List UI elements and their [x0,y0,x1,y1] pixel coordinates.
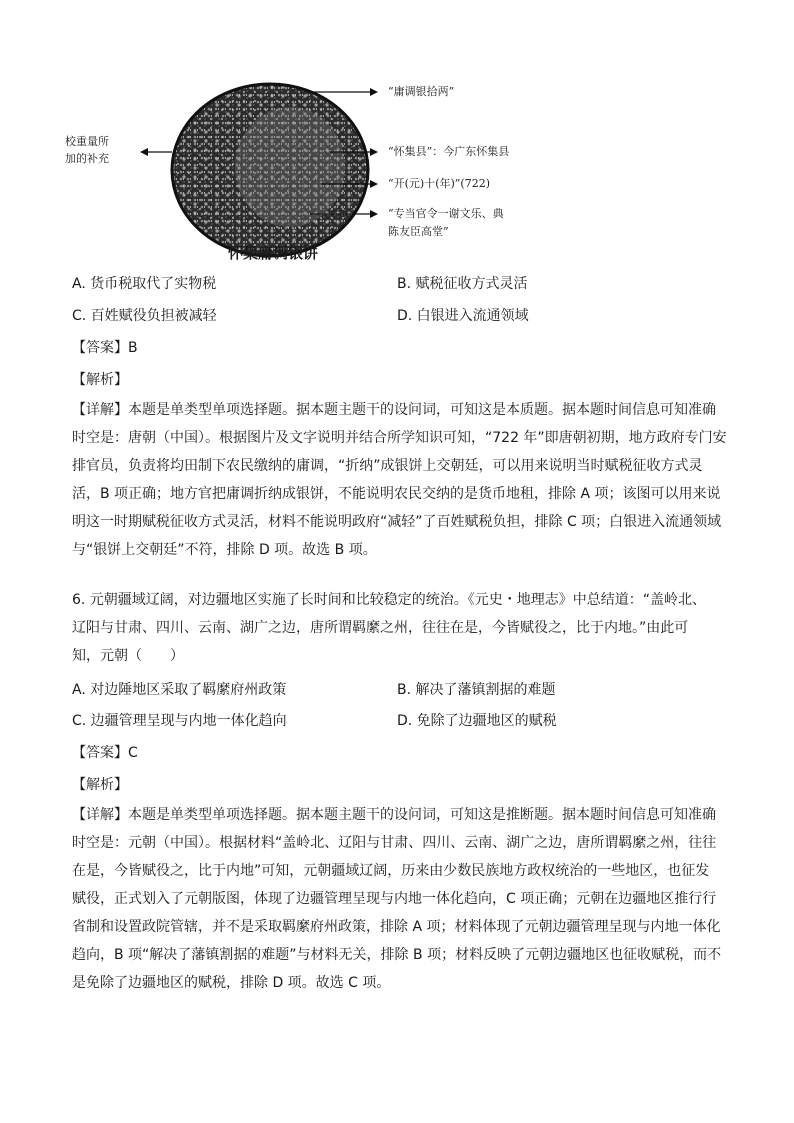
annotation-2: “怀集县”：今广东怀集县 [388,145,510,158]
q5-option-d: D. 白银进入流通领域 [397,308,529,324]
q6-stem [72,586,732,670]
q5-detail-line: 活，B 项正确；地方官把庸调折纳成银饼，不能说明农民交纳的是货币地租，排除 A 项；该图可以用来说 [72,486,721,502]
annotation-1: “庸调银拾两” [388,85,455,98]
q6-answer: 【答案】C [72,745,138,761]
q5-detail-line: 【详解】本题是单类型单项选择题。据本题主题干的设问词，可知这是本质题。据本题时间信息可知准确 [72,402,716,418]
q5-option-b: B. 赋税征收方式灵活 [397,276,528,292]
q6-analysis-heading: 【解析】 [72,777,128,793]
q6-detail [72,801,732,997]
annotation-4: “专当官令一谢文乐、典 [388,207,504,220]
q5-answer: 【答案】B [72,340,138,356]
q5-detail-line: 明这一时期赋税征收方式灵活，材料不能说明政府“减轻”了百姓赋税负担，排除 C 项；白银进入流通领域 [72,514,722,530]
q6-detail-line: 省制和设置政院管辖，并不是采取羁縻府州政策，排除 A 项；材料体现了元朝边疆管理呈现与内地一体化 [72,919,721,935]
q6-stem-line: 辽阳与甘肃、四川、云南、湖广之边，唐所谓羁縻之州，往往在是，今皆赋役之，比于内地。”由此可 [72,620,689,636]
q5-detail-line: 排官员，负责将均田制下农民缴纳的庸调，“折纳”成银饼上交朝廷，可以用来说明当时赋税征收方式灵 [72,458,703,474]
q6-option-a: A. 对边陲地区采取了羁縻府州政策 [72,682,287,698]
q6-detail-line: 赋役，正式划入了元朝版图，体现了边疆管理呈现与内地一体化趋向，C 项正确；元朝在边疆地区推行行 [72,891,717,907]
annotation-3: “开(元)十(年)”(722) [388,177,490,190]
left-label-line-2: 加的补充 [65,152,109,165]
q6-stem-line: 6. 元朝疆域辽阔，对边疆地区实施了长时间和比较稳定的统治。《元史・地理志》中总结道：“盖岭北、 [72,592,707,608]
annotation-5: 陈友臣高堂” [388,225,449,238]
q6-detail-line: 是免除了边疆地区的赋税，排除 D 项。故选 C 项。 [72,975,391,991]
q6-option-d: D. 免除了边疆地区的赋税 [397,713,557,729]
q5-analysis-heading: 【解析】 [72,372,128,388]
silver-cake-figure [60,72,560,272]
q5-detail-line: 时空是：唐朝（中国）。根据图片及文字说明并结合所学知识可知，“722 年”即唐朝初期，地方政府专门安 [72,430,727,446]
q6-stem-line: 知，元朝（ ） [72,648,184,664]
q6-option-c: C. 边疆管理呈现与内地一体化趋向 [72,713,287,729]
figure-caption: 怀集庸调银饼 [228,244,319,262]
q6-detail-line: 时空是：元朝（中国）。根据材料“盖岭北、辽阳与甘肃、四川、云南、湖广之边，唐所谓羁縻之州，往往 [72,835,717,851]
q5-detail-line: 与“银饼上交朝廷”不符，排除 D 项。故选 B 项。 [72,542,377,558]
q5-option-a: A. 货币税取代了实物税 [72,276,217,292]
q6-option-b: B. 解决了藩镇割据的难题 [397,682,556,698]
q6-detail-line: 【详解】本题是单类型单项选择题。据本题主题干的设问词，可知这是推断题。据本题时间信息可知准确 [72,807,716,823]
q5-option-c: C. 百姓赋役负担被减轻 [72,308,217,324]
q6-detail-line: 趋向，B 项“解决了藩镇割据的难题”与材料无关，排除 B 项；材料反映了元朝边疆地区也征收赋税，而不 [72,947,722,963]
left-label-line-1: 校重量所 [65,135,109,148]
q5-detail [72,396,732,564]
q6-detail-line: 在是，今皆赋役之，比于内地”可知，元朝疆域辽阔，历来由少数民族地方政权统治的一些地区，也征发 [72,863,710,879]
